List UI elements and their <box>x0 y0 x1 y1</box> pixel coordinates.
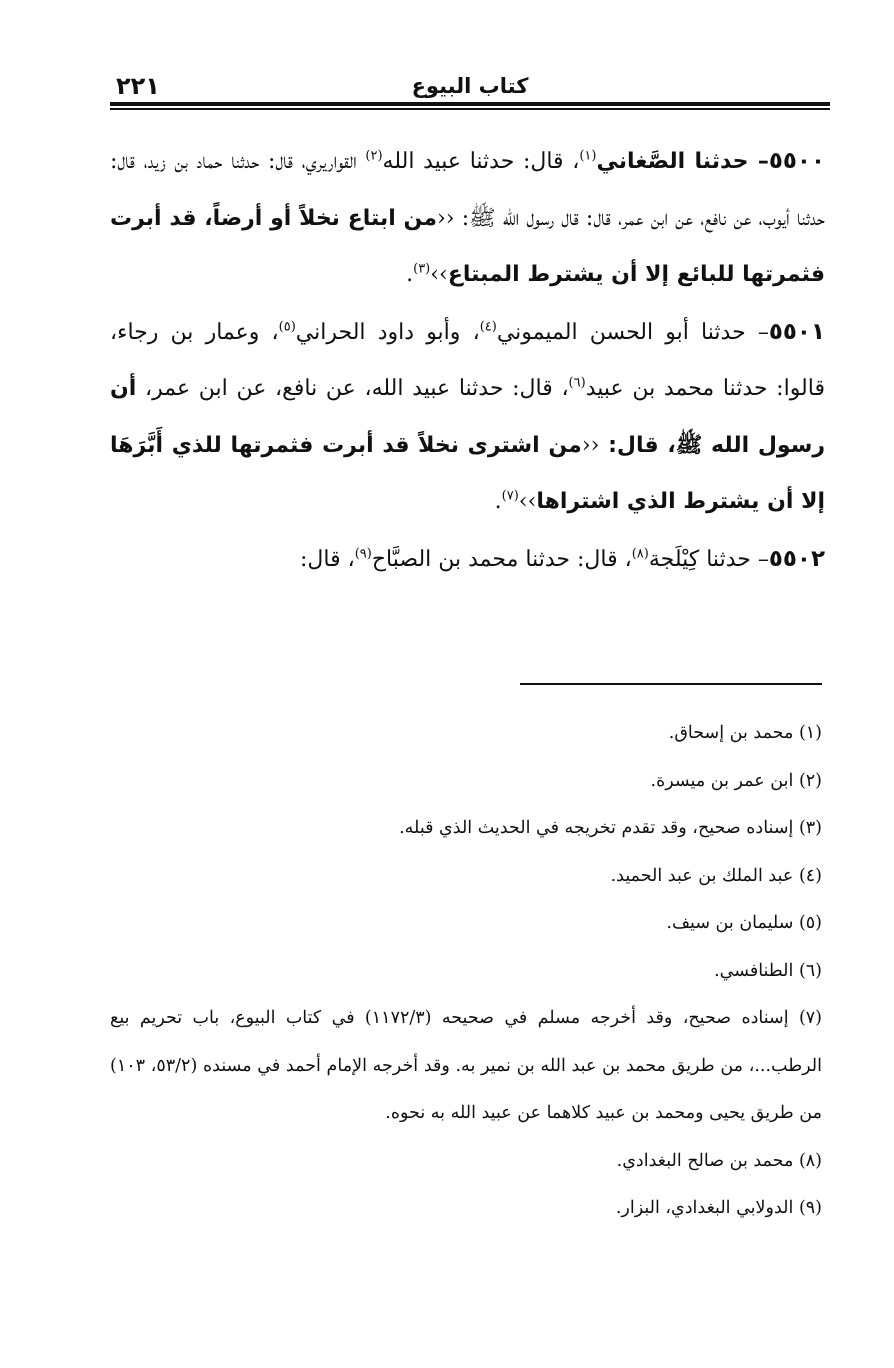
footnote-text: إسناده صحيح، وقد أخرجه مسلم في صحيحه (١١٧٢/٣) في كتاب البيوع، باب تحريم بيع الرطب...، من طريق محمد بن عبد الله بن نمير به. وقد أخرجه الإمام أحمد في مسنده (٥٣/٢، ١٠٣) من طريق يحيى ومحمد بن عبيد كلاهما عن عبيد الله به نحوه. <box>110 1008 822 1123</box>
footnote-ref: (٣) <box>413 261 431 277</box>
main-text <box>110 133 825 588</box>
hadith-5502 <box>110 531 825 589</box>
isnad-text: ، وعمار بن رجاء، قالوا: حدثنا محمد بن عبيد <box>110 319 825 401</box>
hadith-number: ٥٥٠٠ <box>768 148 826 174</box>
footnote-text: ابن عمر بن ميسرة. <box>650 770 794 791</box>
footnote-marker: (٧) <box>798 1008 822 1028</box>
isnad-text: ، قال: حدثنا عبيد الله، عن نافع، عن ابن عمر، <box>136 376 569 401</box>
footnote-separator <box>520 683 822 685</box>
footnote-marker: (٤) <box>798 865 822 886</box>
sentence-end: . <box>494 489 502 514</box>
footnote-ref: (٢) <box>365 148 383 164</box>
sentence-end: . <box>406 262 414 287</box>
hadith-dash: – حدثنا الصَّغاني <box>596 149 769 174</box>
footnote-4 <box>110 853 822 901</box>
footnote-ref: (٩) <box>354 546 372 562</box>
footnote-ref: (٧) <box>501 488 519 504</box>
bold-isnad: أن رسول الله ﷺ، قال: <box>110 376 825 458</box>
footnote-7 <box>110 995 822 1138</box>
footnote-marker: (١) <box>798 723 822 743</box>
footnote-ref: (٦) <box>568 375 586 391</box>
footnote-text: سليمان بن سيف. <box>666 913 794 933</box>
footnote-ref: (٨) <box>631 546 649 562</box>
footnote-text: إسناده صحيح، وقد تقدم تخريجه في الحديث الذي قبله. <box>399 818 794 838</box>
footnote-text: محمد بن صالح البغدادي. <box>616 1150 794 1171</box>
footnote-text: عبد الملك بن عبد الحميد. <box>610 865 794 886</box>
isnad-text: – حدثنا أبو الحسن الميموني <box>496 319 769 345</box>
quote-open: ‹‹ <box>581 432 600 458</box>
footnote-text: الدولابي البغدادي، البزار. <box>615 1198 794 1218</box>
footnote-marker: (٢) <box>798 770 822 791</box>
footnote-marker: (٦) <box>798 960 822 981</box>
footnotes <box>110 710 822 1233</box>
quote-close: ›› <box>518 489 537 514</box>
hadith-5501 <box>110 304 825 531</box>
header-rule-thick <box>110 102 830 106</box>
hadith-number: ٥٥٠١ <box>768 318 825 345</box>
footnote-5 <box>110 900 822 948</box>
matn-text: من اشترى نخلاً قد أبرت فثمرتها للذي أَبَّرَهَا إلا أن يشترط الذي اشتراها <box>110 432 825 514</box>
footnote-marker: (٩) <box>798 1198 822 1218</box>
header-rule-thin <box>110 108 830 110</box>
footnote-marker: (٥) <box>798 913 822 933</box>
isnad-text: ، قال: <box>299 546 355 572</box>
isnad-text: ، وأبو داود الحراني <box>295 319 480 345</box>
hadith-number: ٥٥٠٢ <box>768 545 825 572</box>
isnad-text: ، قال: حدثنا محمد بن الصبَّاح <box>371 546 632 572</box>
isnad-text: – حدثنا كِيْلَجة <box>648 546 769 572</box>
footnote-3 <box>110 805 822 853</box>
footnote-marker: (٨) <box>798 1150 822 1171</box>
footnote-9 <box>110 1185 822 1233</box>
isnad-text: القواريري، قال: حدثنا حماد بن زيد، قال: حدثنا أيوب، عن نافع، عن ابن عمر، قال: قال رسول الله ﷺ: ‹‹ <box>110 149 826 231</box>
hadith-5500 <box>110 133 825 304</box>
quote-close: ›› <box>430 262 448 287</box>
footnote-8 <box>110 1138 822 1186</box>
footnote-6 <box>110 948 822 996</box>
footnote-text: الطنافسي. <box>714 960 794 981</box>
page-number: ٢٢١ <box>116 72 160 100</box>
footnote-text: محمد بن إسحاق. <box>668 723 794 743</box>
footnote-2 <box>110 758 822 806</box>
footnote-ref: (٥) <box>278 319 296 335</box>
footnote-ref: (١) <box>579 148 597 164</box>
footnote-marker: (٣) <box>798 818 822 838</box>
footnote-ref: (٤) <box>479 319 497 335</box>
chapter-title: كتاب البيوع <box>411 74 529 98</box>
matn-text: من ابتاع نخلاً أو أرضاً، قد أبرت فثمرتها للبائع إلا أن يشترط المبتاع <box>110 205 825 287</box>
isnad-text: ، قال: حدثنا عبيد الله <box>382 149 580 174</box>
footnote-1 <box>110 710 822 758</box>
